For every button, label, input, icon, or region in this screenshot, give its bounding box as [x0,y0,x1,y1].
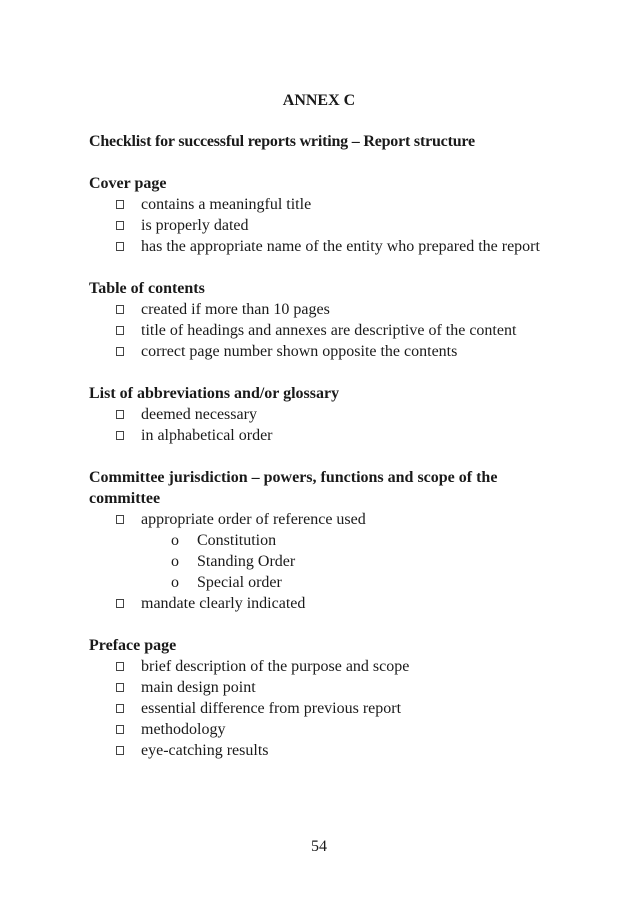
checkbox-icon [116,326,124,335]
checklist [89,593,551,614]
checklist-item [89,236,551,257]
checklist-item-text: has the appropriate name of the entity who prepared the report [141,238,540,255]
checklist-item [89,677,551,698]
section-heading: Table of contents [89,280,205,297]
document-title: Checklist for successful reports writing – Report structure [89,133,475,150]
sub-list-item [89,551,551,572]
checklist-item [89,698,551,719]
checkbox-icon [116,242,124,251]
checklist-item [89,656,551,677]
checklist-content [89,173,551,782]
checkbox-icon [116,410,124,419]
checklist-item-text: main design point [141,679,256,696]
section-cover-page [89,173,551,257]
section-abbreviations [89,383,551,446]
checklist-item [89,719,551,740]
checklist-item-text: essential difference from previous report [141,700,402,717]
checklist-item [89,320,551,341]
checklist-item-text: correct page number shown opposite the contents [141,343,458,360]
sub-list [89,530,551,593]
checklist-item-text: mandate clearly indicated [141,595,306,612]
checkbox-icon [116,431,124,440]
section-preface-page [89,635,551,761]
checklist-item [89,593,551,614]
checklist [89,404,551,446]
checklist-item-text: brief description of the purpose and scope [141,658,410,675]
checkbox-icon [116,704,124,713]
section-heading: List of abbreviations and/or glossary [89,385,340,402]
checklist-item [89,215,551,236]
checklist-item-text: eye-catching results [141,742,269,759]
checkbox-icon [116,662,124,671]
checkbox-icon [116,746,124,755]
checkbox-icon [116,725,124,734]
annex-label: ANNEX C [282,92,356,109]
circle-bullet-icon: o [171,532,179,549]
checklist-item-text: created if more than 10 pages [141,301,330,318]
checklist-item [89,194,551,215]
section-table-of-contents [89,278,551,362]
checklist-item-text: contains a meaningful title [141,196,312,213]
checklist-item [89,404,551,425]
checkbox-icon [116,347,124,356]
section-heading: Preface page [89,637,177,654]
section-heading: Cover page [89,175,167,192]
checklist-item-text: is properly dated [141,217,249,234]
checkbox-icon [116,200,124,209]
checklist-item-text: deemed necessary [141,406,257,423]
checkbox-icon [116,221,124,230]
sub-list-item [89,530,551,551]
section-heading: Committee jurisdiction – powers, functions and scope of the committee [89,469,498,507]
checklist-item [89,341,551,362]
checklist-item-text: methodology [141,721,226,738]
checklist-item-text: in alphabetical order [141,427,273,444]
checkbox-icon [116,599,124,608]
checkbox-icon [116,515,124,524]
page-number: 54 [311,838,327,855]
checklist [89,509,551,530]
checklist-item [89,740,551,761]
checklist-item [89,299,551,320]
checklist [89,299,551,362]
sub-list-item-text: Constitution [197,532,277,549]
checklist-item [89,425,551,446]
checkbox-icon [116,683,124,692]
checklist-item [89,509,551,530]
sub-list-item [89,572,551,593]
checkbox-icon [116,305,124,314]
sub-list-item-text: Standing Order [197,553,296,570]
circle-bullet-icon: o [171,553,179,570]
checklist [89,656,551,761]
checklist [89,194,551,257]
section-committee-jurisdiction [89,467,551,614]
circle-bullet-icon: o [171,574,179,591]
checklist-item-text: title of headings and annexes are descriptive of the content [141,322,517,339]
sub-list-item-text: Special order [197,574,282,591]
checklist-item-text: appropriate order of reference used [141,511,366,528]
